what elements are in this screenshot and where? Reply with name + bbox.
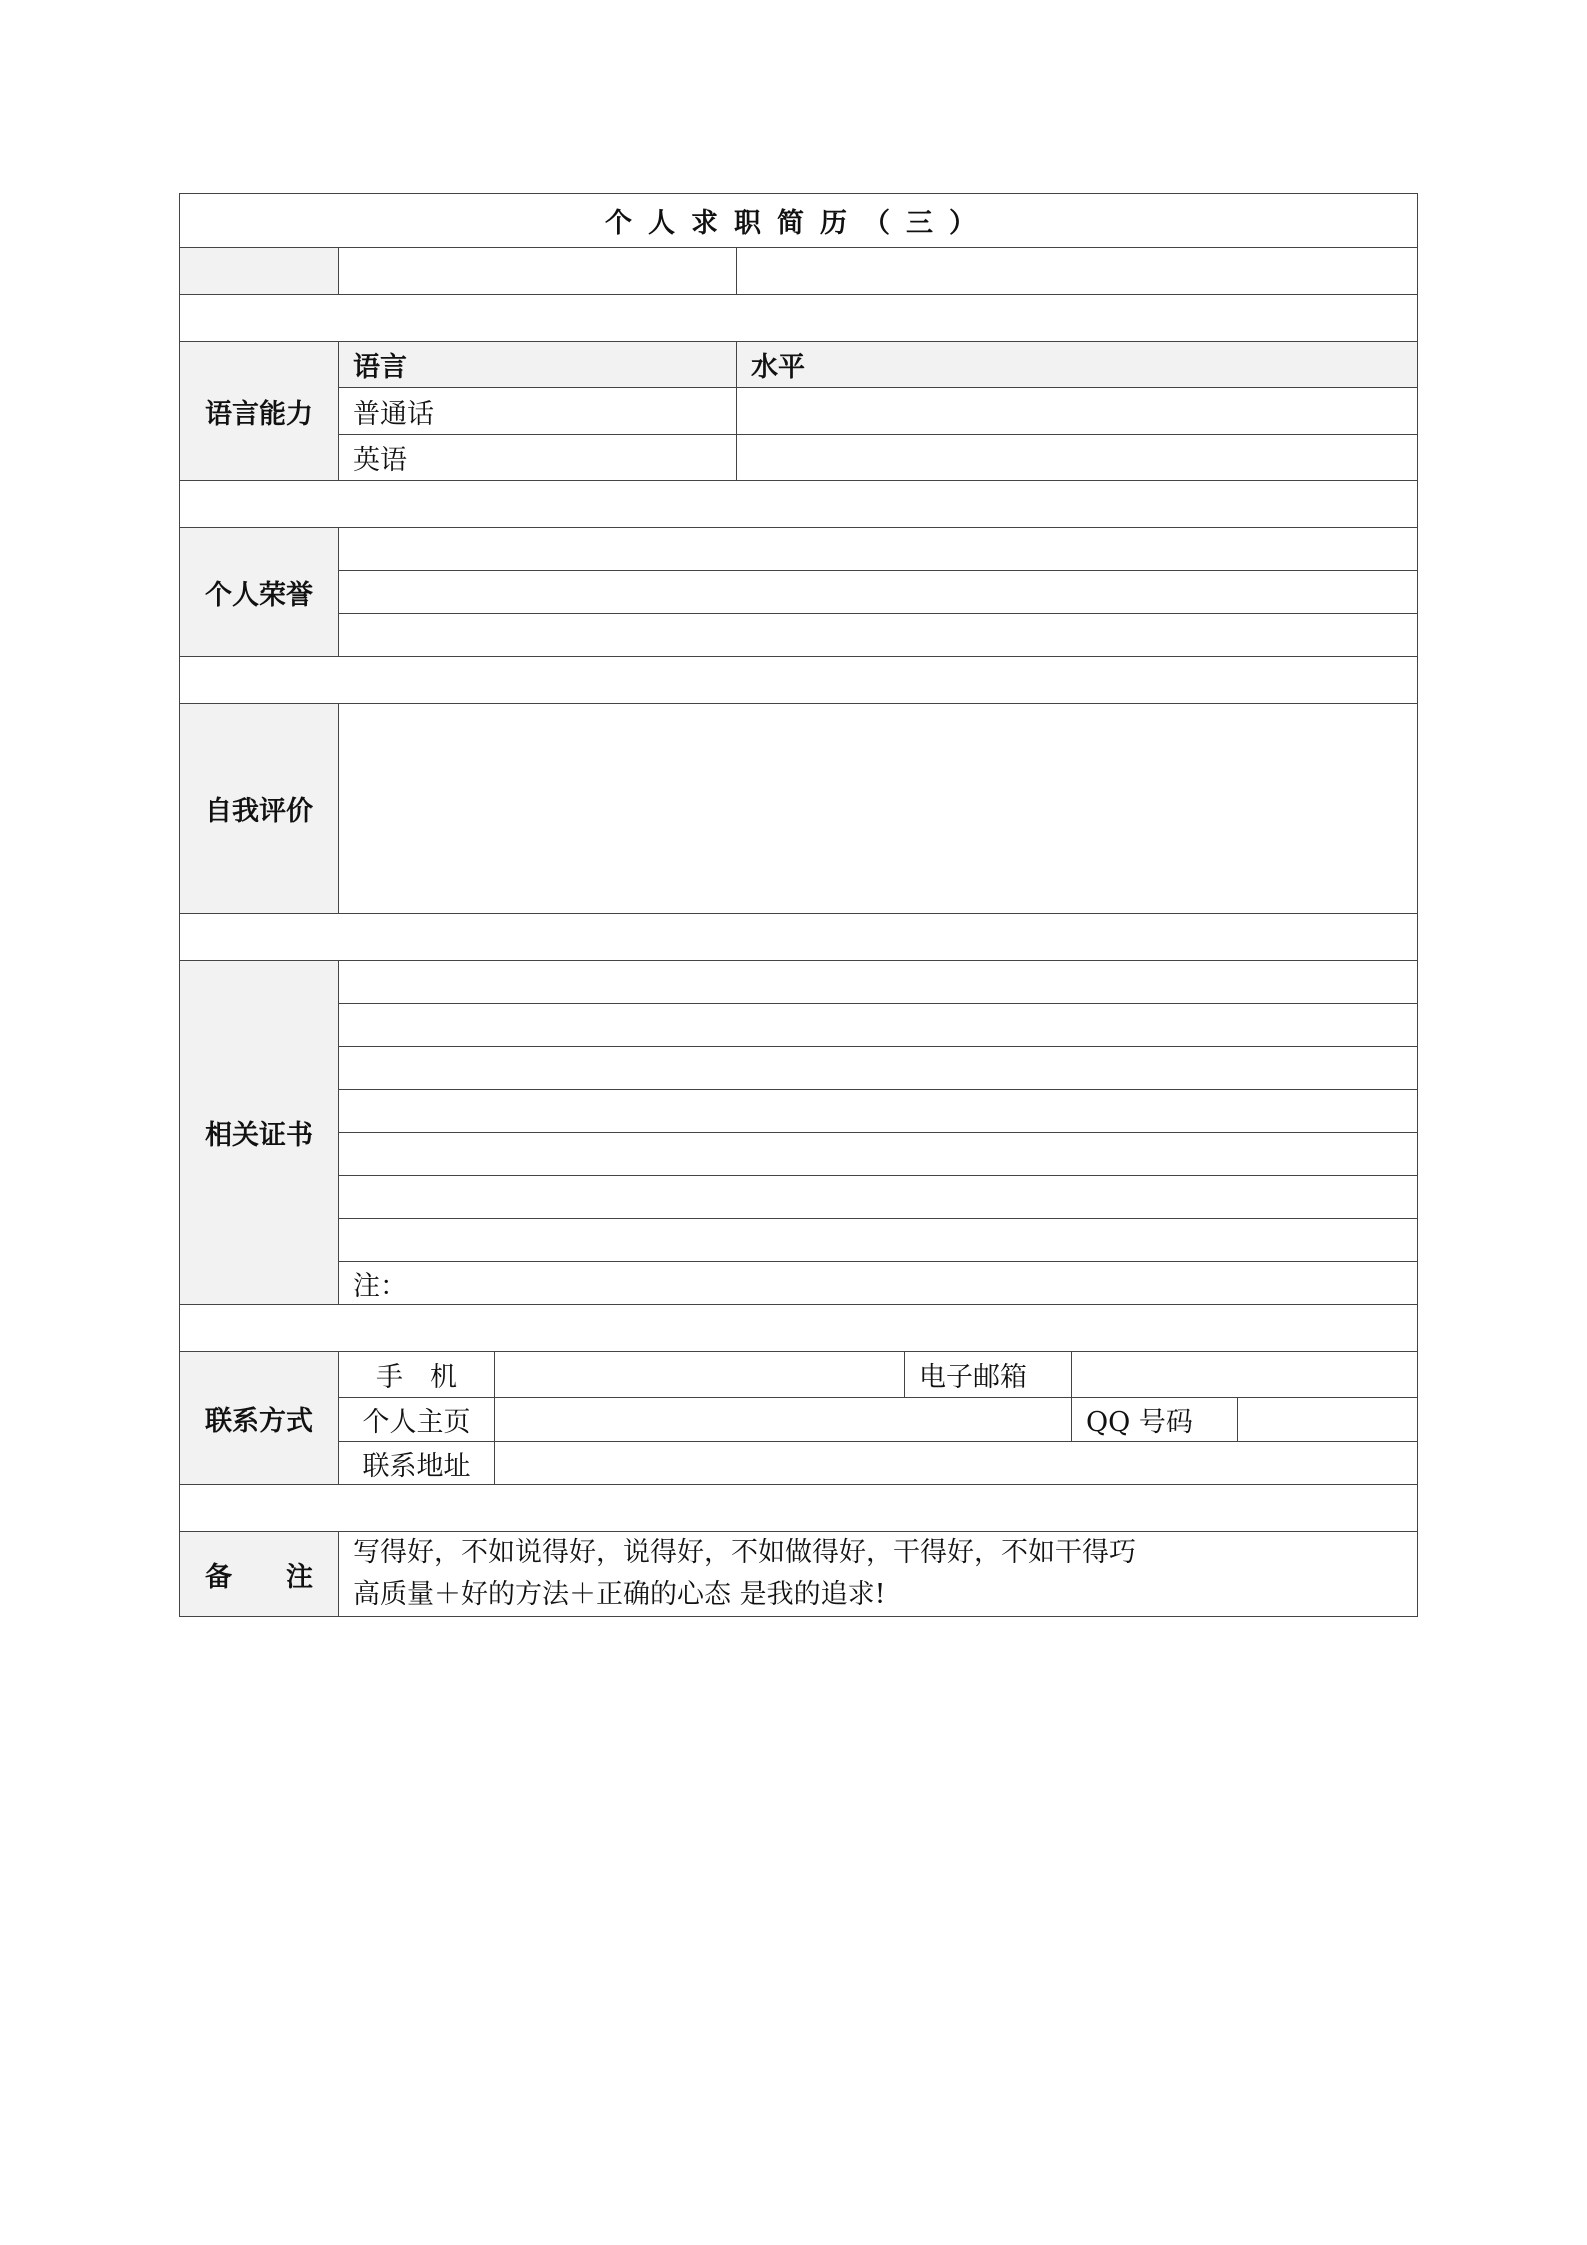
language-level[interactable] (737, 435, 1418, 481)
header-gray-cell (180, 248, 339, 295)
mobile-label: 手 机 (339, 1352, 495, 1398)
certificate-entry[interactable] (339, 1219, 1418, 1262)
spacer-row (180, 1485, 1418, 1532)
certificate-entry[interactable] (339, 1004, 1418, 1047)
spacer-row (180, 1305, 1418, 1352)
contact-label: 联系方式 (180, 1352, 339, 1485)
certificate-entry[interactable] (339, 1176, 1418, 1219)
certificate-entry[interactable] (339, 1047, 1418, 1090)
language-label: 语言能力 (180, 342, 339, 481)
language-level[interactable] (737, 388, 1418, 435)
honors-label: 个人荣誉 (180, 528, 339, 657)
homepage-label: 个人主页 (339, 1398, 495, 1442)
spacer-row (180, 657, 1418, 704)
certificate-note: 注： (339, 1262, 1418, 1305)
honor-entry[interactable] (339, 571, 1418, 614)
remarks-line-1: 写得好，不如说得好，说得好，不如做得好，干得好，不如干得巧 (353, 1537, 1136, 1568)
language-name: 普通话 (339, 388, 737, 435)
spacer-row (180, 914, 1418, 961)
homepage-field[interactable] (495, 1398, 1072, 1442)
certificate-entry[interactable] (339, 1133, 1418, 1176)
spacer-row (180, 295, 1418, 342)
self-evaluation-field[interactable] (339, 704, 1418, 914)
email-field[interactable] (1072, 1352, 1418, 1398)
remarks-text (339, 1532, 1418, 1617)
address-field[interactable] (495, 1442, 1418, 1485)
self-evaluation-label: 自我评价 (180, 704, 339, 914)
header-cell[interactable] (737, 248, 1418, 295)
qq-label: QQ 号码 (1072, 1398, 1238, 1441)
certificate-entry[interactable] (339, 961, 1418, 1004)
language-name: 英语 (339, 435, 737, 481)
page-title: 个人求职简历（三） (180, 194, 1418, 248)
email-label: 电子邮箱 (905, 1352, 1072, 1398)
mobile-field[interactable] (495, 1352, 905, 1398)
address-label: 联系地址 (339, 1442, 495, 1485)
resume-table (179, 193, 1418, 1617)
level-header: 水平 (737, 342, 1418, 388)
honor-entry[interactable] (339, 528, 1418, 571)
qq-field[interactable] (1238, 1398, 1417, 1441)
certificate-entry[interactable] (339, 1090, 1418, 1133)
remarks-label: 备 注 (180, 1532, 339, 1617)
honor-entry[interactable] (339, 614, 1418, 657)
certificates-label: 相关证书 (180, 961, 339, 1305)
remarks-line-2: 高质量＋好的方法＋正确的心态 是我的追求! (353, 1579, 886, 1610)
language-header: 语言 (339, 342, 737, 388)
header-cell[interactable] (339, 248, 737, 295)
spacer-row (180, 481, 1418, 528)
